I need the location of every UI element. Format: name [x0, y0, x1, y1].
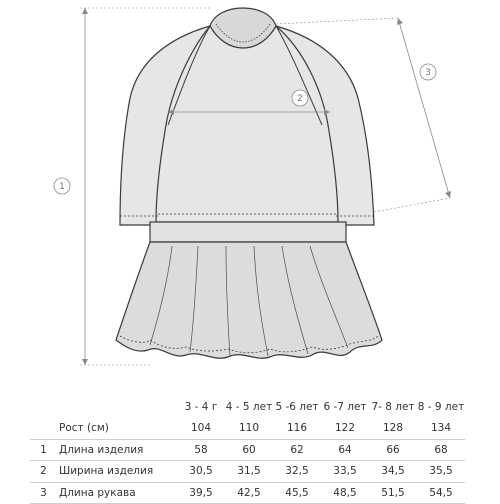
table-cell: 62 — [273, 439, 321, 461]
row-label: Рост (см) — [57, 418, 177, 439]
size-header: 7- 8 лет — [371, 401, 415, 413]
table-cell: 60 — [225, 439, 273, 461]
table-row-height — [30, 418, 465, 439]
table-cell: 128 — [369, 418, 417, 439]
table-cell: 32,5 — [273, 461, 321, 483]
table-cell: 54,5 — [417, 482, 465, 504]
marker-2: 2 — [297, 94, 303, 104]
size-header: 3 - 4 г — [184, 401, 218, 413]
row-label: Ширина изделия — [57, 461, 177, 483]
table-cell: 42,5 — [225, 482, 273, 504]
table-cell: 48,5 — [321, 482, 369, 504]
table-cell: 66 — [369, 439, 417, 461]
table-cell: 39,5 — [177, 482, 225, 504]
size-header: 5 -6 лет — [275, 401, 319, 413]
table-cell: 31,5 — [225, 461, 273, 483]
table-cell: 51,5 — [369, 482, 417, 504]
size-table — [30, 396, 465, 504]
marker-3: 3 — [425, 68, 431, 78]
size-header-row — [30, 396, 465, 418]
row-label: Длина рукава — [57, 482, 177, 504]
table-row-sleeve — [30, 482, 465, 504]
table-cell: 33,5 — [321, 461, 369, 483]
table-cell: 64 — [321, 439, 369, 461]
skirt — [116, 242, 382, 358]
row-index: 2 — [30, 461, 57, 483]
row-index: 3 — [30, 482, 57, 504]
size-header: 6 -7 лет — [323, 401, 367, 413]
table-row-width — [30, 461, 465, 483]
row-index: 1 — [30, 439, 57, 461]
table-cell: 35,5 — [417, 461, 465, 483]
row-index — [30, 418, 57, 439]
size-header: 4 - 5 лет — [225, 401, 273, 413]
table-cell: 45,5 — [273, 482, 321, 504]
table-cell: 116 — [273, 418, 321, 439]
marker-1: 1 — [59, 182, 65, 192]
table-row-length — [30, 439, 465, 461]
size-header: 8 - 9 лет — [417, 401, 465, 413]
table-cell: 30,5 — [177, 461, 225, 483]
table-cell: 122 — [321, 418, 369, 439]
row-label: Длина изделия — [57, 439, 177, 461]
table-cell: 34,5 — [369, 461, 417, 483]
table-cell: 110 — [225, 418, 273, 439]
table-cell: 58 — [177, 439, 225, 461]
waistband — [150, 222, 346, 242]
table-cell: 134 — [417, 418, 465, 439]
table-cell: 104 — [177, 418, 225, 439]
table-cell: 68 — [417, 439, 465, 461]
